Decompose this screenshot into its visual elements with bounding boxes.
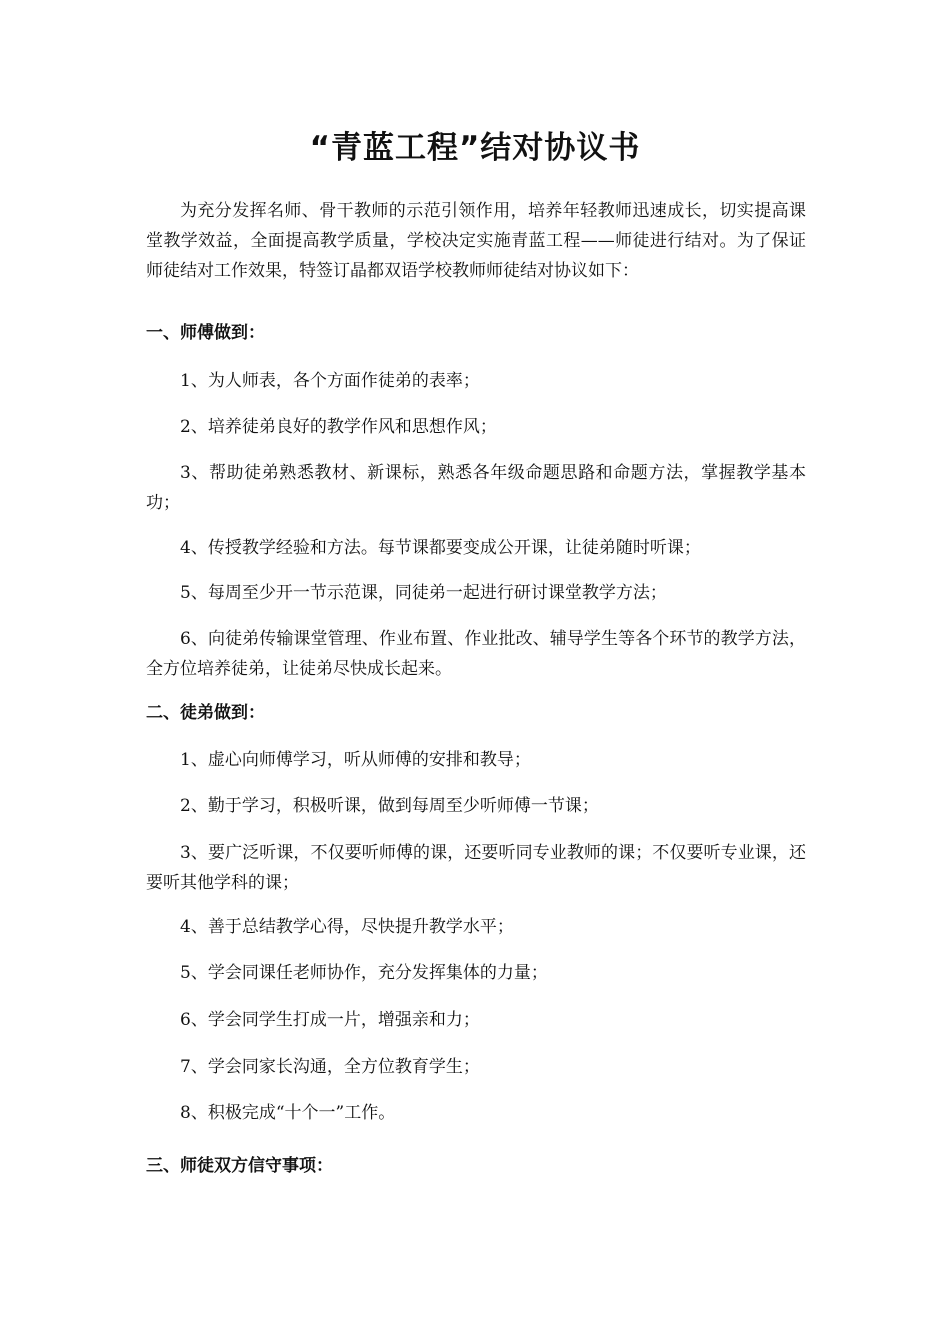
section-heading-apprentice: 二、徒弟做到：	[146, 703, 265, 723]
mentor-item-4: 4、传授教学经验和方法。每节课都要变成公开课，让徒弟随时听课；	[180, 538, 701, 558]
document-title: “青蓝工程”结对协议书	[309, 130, 641, 166]
mentor-item-3: 3、帮助徒弟熟悉教材、新课标，熟悉各年级命题思路和命题方法，掌握教学基本功；	[146, 463, 806, 513]
section-heading-mutual: 三、师徒双方信守事项：	[146, 1156, 333, 1176]
apprentice-item-5: 5、学会同课任老师协作，充分发挥集体的力量；	[180, 963, 548, 983]
section-heading-mentor: 一、师傅做到：	[146, 323, 265, 343]
apprentice-item-6: 6、学会同学生打成一片，增强亲和力；	[180, 1010, 480, 1030]
mentor-item-1: 1、为人师表，各个方面作徒弟的表率；	[180, 371, 480, 391]
apprentice-item-4: 4、善于总结教学心得，尽快提升教学水平；	[180, 917, 514, 937]
apprentice-item-8: 8、积极完成“十个一”工作。	[180, 1103, 396, 1123]
apprentice-item-1: 1、虚心向师傅学习，听从师傅的安排和教导；	[180, 750, 531, 770]
mentor-item-6: 6、向徒弟传输课堂管理、作业布置、作业批改、辅导学生等各个环节的教学方法，全方位培养徒弟，让徒弟尽快成长起来。	[146, 629, 806, 679]
mentor-item-5: 5、每周至少开一节示范课，同徒弟一起进行研讨课堂教学方法；	[180, 583, 667, 603]
apprentice-item-3: 3、要广泛听课，不仅要听师傅的课，还要听同专业教师的课；不仅要听专业课，还要听其他学科的课；	[146, 843, 806, 893]
apprentice-item-7: 7、学会同家长沟通，全方位教育学生；	[180, 1057, 480, 1077]
intro-paragraph: 为充分发挥名师、骨干教师的示范引领作用，培养年轻教师迅速成长，切实提高课堂教学效益，全面提高教学质量，学校决定实施青蓝工程——师徒进行结对。为了保证师徒结对工作效果，特签订晶都双语学校教师师徒结对协议如下：	[146, 201, 806, 281]
mentor-item-2: 2、培养徒弟良好的教学作风和思想作风；	[180, 417, 497, 437]
apprentice-item-2: 2、勤于学习，积极听课，做到每周至少听师傅一节课；	[180, 796, 599, 816]
